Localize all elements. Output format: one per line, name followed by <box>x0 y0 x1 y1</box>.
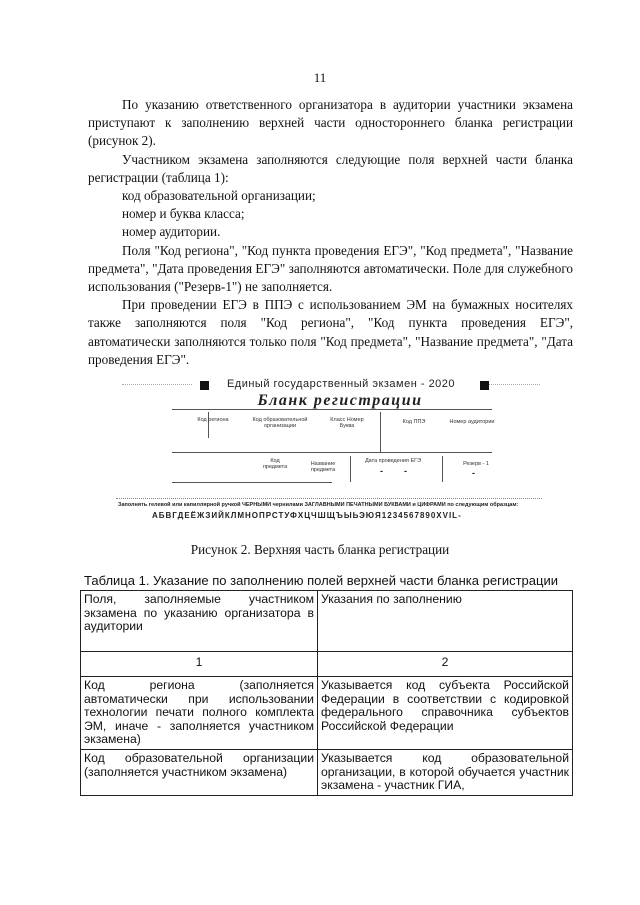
table-row <box>81 677 573 750</box>
registration-form-figure <box>112 378 544 526</box>
list-item: номер аудитории. <box>122 224 221 240</box>
form-rule <box>172 452 492 453</box>
date-separator: - <box>380 466 383 476</box>
form-rule <box>116 498 542 499</box>
list-item: код образовательной организации; <box>122 188 316 204</box>
table-title: Таблица 1. Указание по заполнению полей верхней части бланка регистрации <box>84 573 558 588</box>
form-instruction: Заполнять гелевой или капиллярной ручкой ЧЕРНЫМИ чернилами ЗАГЛАВНЫМИ ПЕЧАТНЫМИ БУКВАМИ и ЦИФРАМИ по следующим образцам: <box>118 502 519 508</box>
table-header-cell: Поля, заполняемые участником экзамена по указанию организатора в аудитории <box>81 591 318 652</box>
form-exam-title: Единый государственный экзамен - 2020 <box>226 378 456 390</box>
subject-code-label: Код предмета <box>262 458 288 470</box>
paragraph: При проведении ЕГЭ в ППЭ с использованием ЭМ на бумажных носителях также заполняются поля "Код региона", "Код пункта проведения ЕГЭ", автоматически заполняются только поля "Код предмета", "Название предмета", "Дата проведения ЕГЭ". <box>88 297 573 367</box>
subject-name-label: Название предмета <box>310 461 336 473</box>
region-code-label: Код региона <box>197 417 229 423</box>
paragraph: По указанию ответственного организатора в аудитории участники экзамена приступают к заполнению верхней части одностороннего бланка регистрации (рисунок 2). <box>88 97 573 149</box>
form-divider <box>208 412 209 438</box>
table-header-row <box>81 591 573 652</box>
column-number: 2 <box>318 652 573 677</box>
form-divider <box>350 456 351 482</box>
table-cell: Указывается код субъекта Российской Федерации в соответствии с кодировкой федерального справочника субъектов Российской Федерации <box>318 677 573 750</box>
form-divider <box>442 456 443 482</box>
form-title: Бланк регистрации <box>257 392 423 409</box>
exam-date-label: Дата проведения ЕГЭ <box>364 458 422 464</box>
form-rule <box>172 409 492 410</box>
body-text <box>88 96 573 369</box>
list-item: номер и буква класса; <box>122 206 245 222</box>
room-number-label: Номер аудитории <box>449 419 495 425</box>
alignment-marker-icon <box>480 381 489 390</box>
instructions-table <box>80 590 572 796</box>
page-number: 11 <box>313 70 327 85</box>
figure-caption: Рисунок 2. Верхняя часть бланка регистрации <box>190 542 450 557</box>
table-cell: Указывается код образовательной организации, в которой обучается участник экзамена - участник ГИА, <box>318 749 573 795</box>
class-label: Класс Номер Буква <box>330 417 364 429</box>
table-number-row <box>81 652 573 677</box>
reserve-dash: - <box>472 468 475 478</box>
org-code-label: Код образовательной организации <box>252 417 308 429</box>
form-alphabet-sample: АБВГДЕЁЖЗИЙКЛМНОПРСТУФХЦЧШЩЪЫЬЭЮЯ1234567890XVIL- <box>152 511 462 520</box>
table-row <box>81 749 573 795</box>
date-separator: - <box>404 466 407 476</box>
form-divider <box>380 412 381 452</box>
reserve-label: Резерв - 1 <box>463 461 489 467</box>
form-rule <box>172 482 332 483</box>
ppe-code-label: Код ППЭ <box>402 419 426 425</box>
column-number: 1 <box>81 652 318 677</box>
table-cell: Код образовательной организации (заполняется участником экзамена) <box>81 749 318 795</box>
table-header-cell: Указания по заполнению <box>318 591 573 652</box>
decorative-dots <box>484 384 540 389</box>
decorative-dots <box>122 384 192 389</box>
paragraph: Участником экзамена заполняются следующие поля верхней части бланка регистрации (таблица 1): <box>88 151 573 185</box>
paragraph: Поля "Код региона", "Код пункта проведения ЕГЭ", "Код предмета", "Название предмета", "Дата проведения ЕГЭ" заполняются автоматически. Поле для служебного использования ("Резерв-1") не заполняется. <box>88 242 573 295</box>
table-cell: Код региона (заполняется автоматически при использовании технологии печати полного комплекта ЭМ, иначе - заполняется участником экзамена) <box>81 677 318 750</box>
alignment-marker-icon <box>200 381 209 390</box>
